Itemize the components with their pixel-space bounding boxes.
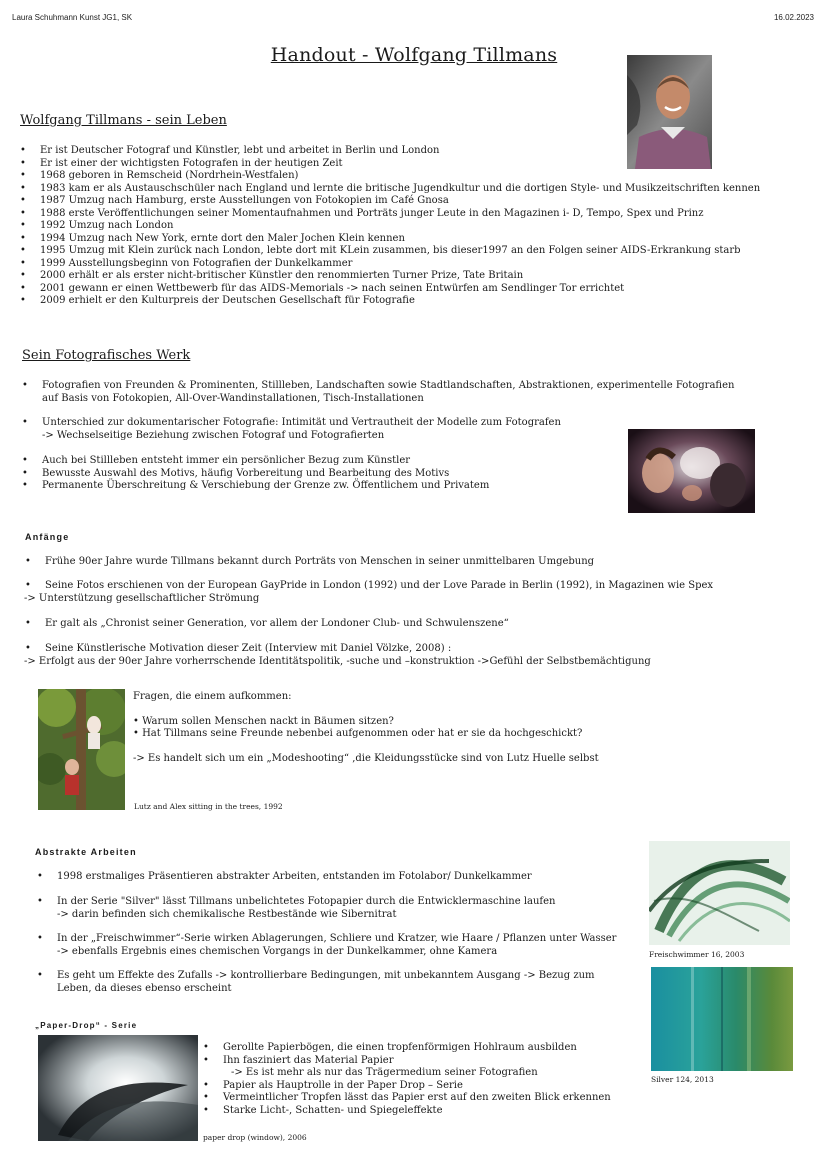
werk-list-1 bbox=[22, 380, 734, 405]
abstrakt-list-2 bbox=[37, 896, 555, 921]
werk-b2-line-1: Unterschied zur dokumentarischer Fotografie: Intimität und Vertrautheit der Modelle zum Fotografen bbox=[42, 417, 561, 428]
list-item: • Bewusste Auswahl des Motivs, häufig Vorbereitung und Bearbeitung des Motivs bbox=[22, 468, 489, 481]
abstrakt-list-1 bbox=[37, 871, 532, 884]
list-item bbox=[37, 970, 595, 995]
abstrakt-p2-line-2: -> darin befinden sich chemikalische Restbestände wie Sibernitrat bbox=[57, 908, 397, 920]
list-item: • Seine Fotos erschienen von der European GayPride in London (1992) und der Love Parade in Berlin (1992), in Magazinen wie Spex bbox=[25, 580, 713, 593]
werk-list-2 bbox=[22, 417, 561, 442]
list-item: • Vermeintlicher Tropfen lässt das Papier erst auf den zweiten Blick erkennen bbox=[203, 1092, 611, 1105]
header-date: 16.02.2023 bbox=[773, 13, 814, 22]
list-item: • Papier als Hauptrolle in der Paper Drop – Serie bbox=[203, 1080, 611, 1093]
list-item bbox=[37, 896, 555, 921]
list-item: • Frühe 90er Jahre wurde Tillmans bekannt durch Porträts von Menschen in seiner unmittelbaren Umgebung bbox=[25, 556, 594, 569]
list-item: • 2009 erhielt er den Kulturpreis der Deutschen Gesellschaft für Fotografie bbox=[20, 295, 760, 308]
section-heading-leben: Wolfgang Tillmans - sein Leben bbox=[20, 113, 227, 128]
list-item: • Er galt als „Chronist seiner Generation, vor allem der Londoner Club- und Schwulenszene“ bbox=[25, 618, 509, 631]
section-heading-paperdrop: „Paper-Drop“ - Serie bbox=[35, 1021, 138, 1030]
fragen-intro: Fragen, die einem aufkommen: bbox=[133, 691, 292, 702]
list-item: • 1994 Umzug nach New York, ernte dort den Maler Jochen Klein kennen bbox=[20, 233, 760, 246]
list-item: • Starke Licht-, Schatten- und Spiegeleffekte bbox=[203, 1105, 611, 1118]
werk-list-3 bbox=[22, 455, 489, 493]
fragen-question-1: • Warum sollen Menschen nackt in Bäumen sitzen? bbox=[133, 716, 394, 727]
anfaenge-list-2 bbox=[25, 580, 713, 593]
trees-photo bbox=[38, 689, 125, 810]
section-heading-abstrakt: Abstrakte Arbeiten bbox=[35, 847, 137, 857]
trees-caption: Lutz and Alex sitting in the trees, 1992 bbox=[134, 802, 283, 811]
freischwimmer-caption: Freischwimmer 16, 2003 bbox=[649, 950, 745, 959]
fragen-question-2: • Hat Tillmans seine Freunde nebenbei aufgenommen oder hat er sie da hochgeschickt? bbox=[133, 728, 583, 739]
list-item: • Er ist einer der wichtigsten Fotografen in der heutigen Zeit bbox=[20, 158, 760, 171]
abstrakt-p4-line-1: Es geht um Effekte des Zufalls -> kontrollierbare Bedingungen, mit unbekanntem Ausgang -> Bezug zum bbox=[57, 970, 595, 981]
abstrakt-list-4 bbox=[37, 970, 595, 995]
question-2-text: Hat Tillmans seine Freunde nebenbei aufgenommen oder hat er sie da hochgeschickt? bbox=[142, 728, 583, 739]
anfaenge-list-4 bbox=[25, 643, 451, 656]
list-item: • 2001 gewann er einen Wettbewerb für das AIDS-Memorials -> nach seinen Entwürfen am Sendlinger Tor errichtet bbox=[20, 283, 760, 296]
list-item: • 1968 geboren in Remscheid (Nordrhein-Westfalen) bbox=[20, 170, 760, 183]
list-item: • Er ist Deutscher Fotograf und Künstler, lebt und arbeitet in Berlin und London bbox=[20, 145, 760, 158]
list-item: • 1983 kam er als Austauschschüler nach England und lernte die britische Jugendkultur und die dortigen Style- und Musikzeitschriften kennen bbox=[20, 183, 760, 196]
list-item: • 1987 Umzug nach Hamburg, erste Ausstellungen von Fotokopien im Café Gnosa bbox=[20, 195, 760, 208]
fragen-answer: -> Es handelt sich um ein „Modeshooting“ ,die Kleidungsstücke sind von Lutz Huelle selbst bbox=[133, 753, 599, 764]
list-item: • Ihn fasziniert das Material Papier bbox=[203, 1055, 611, 1068]
list-item: • 1995 Umzug mit Klein zurück nach London, lebte dort mit KLein zusammen, bis dieser1997 an den Folgen seiner AIDS-Erkrankung starb bbox=[20, 245, 760, 258]
header-author: Laura Schuhmann Kunst JG1, SK bbox=[12, 13, 133, 22]
section-heading-anfaenge: Anfänge bbox=[25, 532, 70, 542]
paperdrop-list bbox=[203, 1042, 611, 1117]
list-item bbox=[22, 380, 734, 405]
abstrakt-p3-line-2: -> ebenfalls Ergebnis eines chemischen Vorgangs in der Dunkelkammer, ohne Kamera bbox=[57, 945, 498, 957]
list-item: • Gerollte Papierbögen, die einen tropfenförmigen Hohlraum ausbilden bbox=[203, 1042, 611, 1055]
abstrakt-p4-line-2: Leben, da dieses ebenso erscheint bbox=[57, 982, 232, 994]
section-heading-werk: Sein Fotografisches Werk bbox=[22, 348, 191, 363]
paperdrop-caption: paper drop (window), 2006 bbox=[203, 1133, 307, 1142]
paperdrop-i2-sub: -> Es ist mehr als nur das Trägermedium seiner Fotografien bbox=[231, 1067, 538, 1078]
list-item: • Auch bei Stillleben entsteht immer ein persönlicher Bezug zum Künstler bbox=[22, 455, 489, 468]
list-item: • 1999 Ausstellungsbeginn von Fotografien der Dunkelkammer bbox=[20, 258, 760, 271]
werk-b2-line-2: -> Wechselseitige Beziehung zwischen Fotograf und Fotografierten bbox=[42, 429, 385, 441]
freischwimmer-photo bbox=[649, 841, 790, 945]
leben-list bbox=[20, 145, 760, 308]
party-photo bbox=[628, 429, 755, 513]
werk-b1-line-1: Fotografien von Freunden & Prominenten, Stillleben, Landschaften sowie Stadtlandschaften, Abstraktionen, experimentelle Fotografien bbox=[42, 380, 735, 391]
silver-photo bbox=[651, 967, 793, 1071]
list-item: • Seine Künstlerische Motivation dieser Zeit (Interview mit Daniel Völzke, 2008) : bbox=[25, 643, 451, 656]
list-item bbox=[37, 933, 616, 958]
list-item: • 1998 erstmaliges Präsentieren abstrakter Arbeiten, entstanden im Fotolabor/ Dunkelkammer bbox=[37, 871, 532, 884]
werk-b1-line-2: auf Basis von Fotokopien, All-Over-Wandinstallationen, Tisch-Installationen bbox=[42, 392, 424, 404]
question-1-text: Warum sollen Menschen nackt in Bäumen sitzen? bbox=[142, 716, 394, 727]
silver-caption: Silver 124, 2013 bbox=[651, 1075, 714, 1084]
anfaenge-p2-sub: -> Unterstützung gesellschaftlicher Strömung bbox=[24, 593, 260, 604]
anfaenge-p4-sub: -> Erfolgt aus der 90er Jahre vorherrschende Identitätspolitik, -suche und –konstruktion ->Gefühl der Selbstbemächtigung bbox=[24, 656, 651, 667]
abstrakt-p3-line-1: In der „Freischwimmer“-Serie wirken Ablagerungen, Schliere und Kratzer, wie Haare / Pflanzen unter Wasser bbox=[57, 933, 617, 944]
list-item bbox=[22, 417, 561, 442]
paperdrop-photo bbox=[38, 1035, 198, 1141]
list-item: • Permanente Überschreitung & Verschiebung der Grenze zw. Öffentlichem und Privatem bbox=[22, 480, 489, 493]
list-item: • 1988 erste Veröffentlichungen seiner Momentaufnahmen und Porträts junger Leute in den Magazinen i- D, Tempo, Spex und Prinz bbox=[20, 208, 760, 221]
page-title: Handout - Wolfgang Tillmans bbox=[270, 44, 558, 66]
list-item bbox=[203, 1067, 611, 1080]
anfaenge-list-1 bbox=[25, 556, 594, 569]
anfaenge-list-3 bbox=[25, 618, 509, 631]
list-item: • 2000 erhält er als erster nicht-britischer Künstler den renommierten Turner Prize, Tate Britain bbox=[20, 270, 760, 283]
abstrakt-list-3 bbox=[37, 933, 616, 958]
list-item: • 1992 Umzug nach London bbox=[20, 220, 760, 233]
abstrakt-p2-line-1: In der Serie "Silver" lässt Tillmans unbelichtetes Fotopapier durch die Entwicklermaschine laufen bbox=[57, 896, 556, 907]
